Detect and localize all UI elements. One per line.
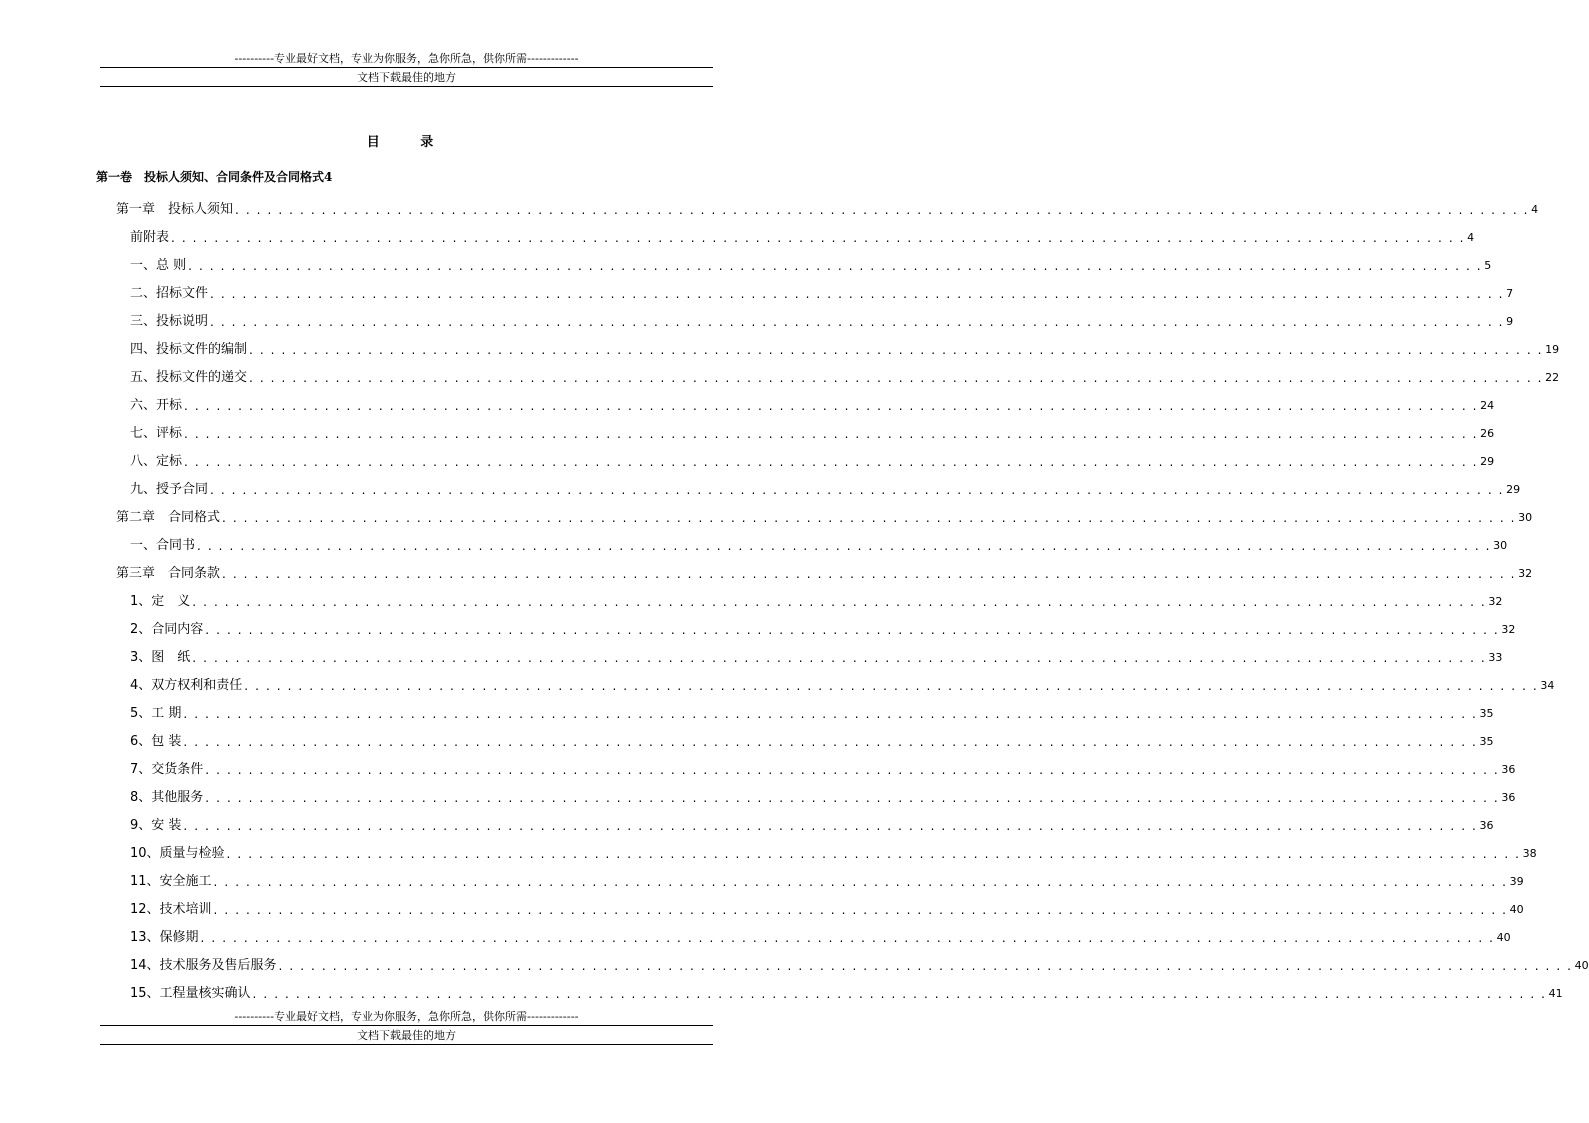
toc-entry-page-number: 40: [1509, 903, 1524, 916]
toc-entry-label: 一、总 则: [130, 258, 187, 273]
page-header-tagline: ----------专业最好文档，专业为你服务，急你所急，供你所需-------------: [234, 52, 579, 65]
toc-entry-page-number: 36: [1479, 819, 1494, 832]
toc-leader-dots: . . . . . . . . . . . . . . . . . . . . . . . . . . . . . . . . . . . . . . . . . . . . . . . . . . . . . . . . . . . . . . . . . . . . . . . . . . . . . . . . . . . . . . . . . . . . . . . . . . . . . . . . . . . . . . . . . . . . . . . .: [171, 231, 1466, 245]
toc-entry-page-number: 22: [1545, 371, 1560, 384]
toc-leader-dots: . . . . . . . . . . . . . . . . . . . . . . . . . . . . . . . . . . . . . . . . . . . . . . . . . . . . . . . . . . . . . . . . . . . . . . . . . . . . . . . . . . . . . . . . . . . . . . . . . . . . . . . . . . . . . . . . . . . . . . . .: [192, 651, 1487, 665]
toc-entry-label: 一、合同书: [130, 538, 196, 553]
toc-entry[interactable]: [130, 928, 1511, 948]
toc-entry[interactable]: [130, 452, 1495, 472]
toc-entry[interactable]: [130, 704, 1494, 724]
toc-entry-label: 13、保修期: [130, 930, 199, 945]
toc-leader-dots: . . . . . . . . . . . . . . . . . . . . . . . . . . . . . . . . . . . . . . . . . . . . . . . . . . . . . . . . . . . . . . . . . . . . . . . . . . . . . . . . . . . . . . . . . . . . . . . . . . . . . . . . . . . . . . . . . . . . . . . .: [184, 427, 1479, 441]
toc-entry-page-number: 4: [1467, 231, 1475, 244]
toc-entry-page-number: 26: [1480, 427, 1495, 440]
toc-entry-label: 四、投标文件的编制: [130, 342, 248, 357]
toc-entry[interactable]: [130, 760, 1516, 780]
toc-entry-label: 七、评标: [130, 426, 183, 441]
page-footer-subtitle: 文档下载最佳的地方: [357, 1029, 456, 1042]
toc-entry-label: 第二章 合同格式: [116, 510, 221, 525]
toc-leader-dots: . . . . . . . . . . . . . . . . . . . . . . . . . . . . . . . . . . . . . . . . . . . . . . . . . . . . . . . . . . . . . . . . . . . . . . . . . . . . . . . . . . . . . . . . . . . . . . . . . . . . . . . . . . . . . . . . . . . . . . . .: [210, 287, 1505, 301]
toc-leader-dots: . . . . . . . . . . . . . . . . . . . . . . . . . . . . . . . . . . . . . . . . . . . . . . . . . . . . . . . . . . . . . . . . . . . . . . . . . . . . . . . . . . . . . . . . . . . . . . . . . . . . . . . . . . . . . . . . . . . . . . . .: [205, 763, 1500, 777]
toc-entry-page-number: 38: [1522, 847, 1537, 860]
toc-entry[interactable]: [130, 620, 1516, 640]
toc-entry-page-number: 33: [1488, 651, 1503, 664]
toc-entry-label: 二、招标文件: [130, 286, 209, 301]
toc-entry-page-number: 32: [1488, 595, 1503, 608]
toc-entry[interactable]: [130, 340, 1560, 360]
toc-entry-page-number: 39: [1509, 875, 1524, 888]
toc-entry-label: 五、投标文件的递交: [130, 370, 248, 385]
toc-leader-dots: . . . . . . . . . . . . . . . . . . . . . . . . . . . . . . . . . . . . . . . . . . . . . . . . . . . . . . . . . . . . . . . . . . . . . . . . . . . . . . . . . . . . . . . . . . . . . . . . . . . . . . . . . . . . . . . . . . . . . . . .: [188, 259, 1483, 273]
toc-leader-dots: . . . . . . . . . . . . . . . . . . . . . . . . . . . . . . . . . . . . . . . . . . . . . . . . . . . . . . . . . . . . . . . . . . . . . . . . . . . . . . . . . . . . . . . . . . . . . . . . . . . . . . . . . . . . . . . . . . . . . . . .: [222, 511, 1517, 525]
toc-entry-label: 1、定 义: [130, 594, 191, 609]
toc-leader-dots: . . . . . . . . . . . . . . . . . . . . . . . . . . . . . . . . . . . . . . . . . . . . . . . . . . . . . . . . . . . . . . . . . . . . . . . . . . . . . . . . . . . . . . . . . . . . . . . . . . . . . . . . . . . . . . . . . . . . . . . .: [235, 203, 1530, 217]
toc-entry-page-number: 34: [1540, 679, 1555, 692]
toc-entry-label: 5、工 期: [130, 706, 182, 721]
toc-entry-page-number: 30: [1518, 511, 1533, 524]
toc-entry-page-number: 40: [1496, 931, 1511, 944]
toc-entry[interactable]: [116, 200, 1539, 220]
toc-entry-page-number: 4: [1531, 203, 1539, 216]
toc-entry-label: 前附表: [130, 230, 170, 245]
toc-entry-label: 2、合同内容: [130, 622, 204, 637]
toc-leader-dots: . . . . . . . . . . . . . . . . . . . . . . . . . . . . . . . . . . . . . . . . . . . . . . . . . . . . . . . . . . . . . . . . . . . . . . . . . . . . . . . . . . . . . . . . . . . . . . . . . . . . . . . . . . . . . . . . . . . . . . . .: [213, 903, 1508, 917]
toc-leader-dots: . . . . . . . . . . . . . . . . . . . . . . . . . . . . . . . . . . . . . . . . . . . . . . . . . . . . . . . . . . . . . . . . . . . . . . . . . . . . . . . . . . . . . . . . . . . . . . . . . . . . . . . . . . . . . . . . . . . . . . . .: [249, 371, 1544, 385]
toc-entry-label: 三、投标说明: [130, 314, 209, 329]
header-divider: [100, 67, 713, 68]
toc-entry[interactable]: [130, 732, 1494, 752]
toc-entry[interactable]: [130, 256, 1492, 276]
toc-entry-label: 12、技术培训: [130, 902, 212, 917]
footer-bottom-rule: [100, 1044, 713, 1045]
toc-entry-page-number: 7: [1506, 287, 1514, 300]
toc-entry-label: 8、其他服务: [130, 790, 204, 805]
toc-leader-dots: . . . . . . . . . . . . . . . . . . . . . . . . . . . . . . . . . . . . . . . . . . . . . . . . . . . . . . . . . . . . . . . . . . . . . . . . . . . . . . . . . . . . . . . . . . . . . . . . . . . . . . . . . . . . . . . . . . . . . . . .: [184, 399, 1479, 413]
toc-entry[interactable]: [130, 900, 1524, 920]
toc-leader-dots: . . . . . . . . . . . . . . . . . . . . . . . . . . . . . . . . . . . . . . . . . . . . . . . . . . . . . . . . . . . . . . . . . . . . . . . . . . . . . . . . . . . . . . . . . . . . . . . . . . . . . . . . . . . . . . . . . . . . . . . .: [249, 343, 1544, 357]
toc-leader-dots: . . . . . . . . . . . . . . . . . . . . . . . . . . . . . . . . . . . . . . . . . . . . . . . . . . . . . . . . . . . . . . . . . . . . . . . . . . . . . . . . . . . . . . . . . . . . . . . . . . . . . . . . . . . . . . . . . . . . . . . .: [205, 791, 1500, 805]
page-header-subtitle: 文档下载最佳的地方: [357, 71, 456, 84]
toc-entry-page-number: 32: [1518, 567, 1533, 580]
toc-entry[interactable]: [130, 592, 1503, 612]
toc-entry-label: 第三章 合同条款: [116, 566, 221, 581]
toc-entry-label: 九、授予合同: [130, 482, 209, 497]
toc-entry-label: 10、质量与检验: [130, 846, 225, 861]
toc-entry[interactable]: [130, 676, 1555, 696]
toc-entry-label: 15、工程量核实确认: [130, 986, 251, 1001]
toc-leader-dots: . . . . . . . . . . . . . . . . . . . . . . . . . . . . . . . . . . . . . . . . . . . . . . . . . . . . . . . . . . . . . . . . . . . . . . . . . . . . . . . . . . . . . . . . . . . . . . . . . . . . . . . . . . . . . . . . . . . . . . . .: [183, 707, 1478, 721]
toc-entry-label: 11、安全施工: [130, 874, 212, 889]
toc-leader-dots: . . . . . . . . . . . . . . . . . . . . . . . . . . . . . . . . . . . . . . . . . . . . . . . . . . . . . . . . . . . . . . . . . . . . . . . . . . . . . . . . . . . . . . . . . . . . . . . . . . . . . . . . . . . . . . . . . . . . . . . .: [183, 819, 1478, 833]
toc-entry-label: 六、开标: [130, 398, 183, 413]
toc-entry[interactable]: [130, 844, 1537, 864]
toc-entry-label: 14、技术服务及售后服务: [130, 958, 277, 973]
toc-entry-label: 9、安 装: [130, 818, 182, 833]
toc-entry[interactable]: [130, 536, 1508, 556]
toc-entry-page-number: 29: [1480, 455, 1495, 468]
toc-entry-page-number: 41: [1548, 987, 1563, 1000]
toc-leader-dots: . . . . . . . . . . . . . . . . . . . . . . . . . . . . . . . . . . . . . . . . . . . . . . . . . . . . . . . . . . . . . . . . . . . . . . . . . . . . . . . . . . . . . . . . . . . . . . . . . . . . . . . . . . . . . . . . . . . . . . . .: [226, 847, 1521, 861]
toc-entry[interactable]: [130, 984, 1563, 1004]
toc-entry-page-number: 30: [1493, 539, 1508, 552]
toc-entry-page-number: 5: [1484, 259, 1492, 272]
toc-entry-label: 八、定标: [130, 454, 183, 469]
toc-entry-page-number: 19: [1545, 343, 1560, 356]
toc-leader-dots: . . . . . . . . . . . . . . . . . . . . . . . . . . . . . . . . . . . . . . . . . . . . . . . . . . . . . . . . . . . . . . . . . . . . . . . . . . . . . . . . . . . . . . . . . . . . . . . . . . . . . . . . . . . . . . . . . . . . . . . .: [192, 595, 1487, 609]
toc-entry-page-number: 9: [1506, 315, 1514, 328]
toc-entry-page-number: 35: [1479, 735, 1494, 748]
toc-entry[interactable]: [130, 312, 1514, 332]
page-footer-tagline: ----------专业最好文档，专业为你服务，急你所急，供你所需-------------: [234, 1010, 579, 1023]
toc-entry-label: 6、包 装: [130, 734, 182, 749]
toc-entry[interactable]: [116, 508, 1533, 528]
toc-entry[interactable]: [130, 788, 1516, 808]
toc-entry[interactable]: [130, 956, 1589, 976]
toc-entry-page-number: 29: [1506, 483, 1521, 496]
toc-leader-dots: . . . . . . . . . . . . . . . . . . . . . . . . . . . . . . . . . . . . . . . . . . . . . . . . . . . . . . . . . . . . . . . . . . . . . . . . . . . . . . . . . . . . . . . . . . . . . . . . . . . . . . . . . . . . . . . . . . . . . . . .: [184, 455, 1479, 469]
toc-leader-dots: . . . . . . . . . . . . . . . . . . . . . . . . . . . . . . . . . . . . . . . . . . . . . . . . . . . . . . . . . . . . . . . . . . . . . . . . . . . . . . . . . . . . . . . . . . . . . . . . . . . . . . . . . . . . . . . . . . . . . . . .: [197, 539, 1492, 553]
toc-entry[interactable]: [130, 872, 1524, 892]
toc-entry-page-number: 24: [1480, 399, 1495, 412]
toc-entry-page-number: 35: [1479, 707, 1494, 720]
toc-title: 目 录: [366, 135, 452, 150]
toc-leader-dots: . . . . . . . . . . . . . . . . . . . . . . . . . . . . . . . . . . . . . . . . . . . . . . . . . . . . . . . . . . . . . . . . . . . . . . . . . . . . . . . . . . . . . . . . . . . . . . . . . . . . . . . . . . . . . . . . . . . . . . . .: [205, 623, 1500, 637]
toc-entry[interactable]: [130, 396, 1495, 416]
toc-leader-dots: . . . . . . . . . . . . . . . . . . . . . . . . . . . . . . . . . . . . . . . . . . . . . . . . . . . . . . . . . . . . . . . . . . . . . . . . . . . . . . . . . . . . . . . . . . . . . . . . . . . . . . . . . . . . . . . . . . . . . . . .: [183, 735, 1478, 749]
toc-entry-label: 3、图 纸: [130, 650, 191, 665]
toc-leader-dots: . . . . . . . . . . . . . . . . . . . . . . . . . . . . . . . . . . . . . . . . . . . . . . . . . . . . . . . . . . . . . . . . . . . . . . . . . . . . . . . . . . . . . . . . . . . . . . . . . . . . . . . . . . . . . . . . . . . . . . . .: [213, 875, 1508, 889]
toc-entry-page-number: 32: [1501, 623, 1516, 636]
toc-entry-page-number: 40: [1574, 959, 1589, 972]
toc-entry-page-number: 36: [1501, 791, 1516, 804]
toc-entry[interactable]: [130, 424, 1495, 444]
toc-leader-dots: . . . . . . . . . . . . . . . . . . . . . . . . . . . . . . . . . . . . . . . . . . . . . . . . . . . . . . . . . . . . . . . . . . . . . . . . . . . . . . . . . . . . . . . . . . . . . . . . . . . . . . . . . . . . . . . . . . . . . . . .: [244, 679, 1539, 693]
toc-leader-dots: . . . . . . . . . . . . . . . . . . . . . . . . . . . . . . . . . . . . . . . . . . . . . . . . . . . . . . . . . . . . . . . . . . . . . . . . . . . . . . . . . . . . . . . . . . . . . . . . . . . . . . . . . . . . . . . . . . . . . . . .: [210, 483, 1505, 497]
toc-entry-label: 7、交货条件: [130, 762, 204, 777]
toc-entry[interactable]: [130, 816, 1494, 836]
toc-leader-dots: . . . . . . . . . . . . . . . . . . . . . . . . . . . . . . . . . . . . . . . . . . . . . . . . . . . . . . . . . . . . . . . . . . . . . . . . . . . . . . . . . . . . . . . . . . . . . . . . . . . . . . . . . . . . . . . . . . . . . . . .: [278, 959, 1573, 973]
toc-entry-page-number: 36: [1501, 763, 1516, 776]
toc-entry-label: 4、双方权利和责任: [130, 678, 243, 693]
toc-leader-dots: . . . . . . . . . . . . . . . . . . . . . . . . . . . . . . . . . . . . . . . . . . . . . . . . . . . . . . . . . . . . . . . . . . . . . . . . . . . . . . . . . . . . . . . . . . . . . . . . . . . . . . . . . . . . . . . . . . . . . . . .: [210, 315, 1505, 329]
toc-leader-dots: . . . . . . . . . . . . . . . . . . . . . . . . . . . . . . . . . . . . . . . . . . . . . . . . . . . . . . . . . . . . . . . . . . . . . . . . . . . . . . . . . . . . . . . . . . . . . . . . . . . . . . . . . . . . . . . . . . . . . . . .: [222, 567, 1517, 581]
toc-entry-label: 第一章 投标人须知: [116, 202, 234, 217]
toc-leader-dots: . . . . . . . . . . . . . . . . . . . . . . . . . . . . . . . . . . . . . . . . . . . . . . . . . . . . . . . . . . . . . . . . . . . . . . . . . . . . . . . . . . . . . . . . . . . . . . . . . . . . . . . . . . . . . . . . . . . . . . . .: [252, 987, 1547, 1001]
volume-heading[interactable]: 第一卷 投标人须知、合同条件及合同格式4: [96, 170, 333, 184]
toc-entry[interactable]: [130, 648, 1503, 668]
header-bottom-rule: [100, 86, 713, 87]
toc-entry[interactable]: [130, 368, 1560, 388]
toc-entry[interactable]: [130, 284, 1514, 304]
toc-entry[interactable]: [130, 228, 1475, 248]
footer-divider: [100, 1025, 713, 1026]
toc-entry[interactable]: [116, 564, 1533, 584]
toc-entry[interactable]: [130, 480, 1521, 500]
toc-leader-dots: . . . . . . . . . . . . . . . . . . . . . . . . . . . . . . . . . . . . . . . . . . . . . . . . . . . . . . . . . . . . . . . . . . . . . . . . . . . . . . . . . . . . . . . . . . . . . . . . . . . . . . . . . . . . . . . . . . . . . . . .: [200, 931, 1495, 945]
